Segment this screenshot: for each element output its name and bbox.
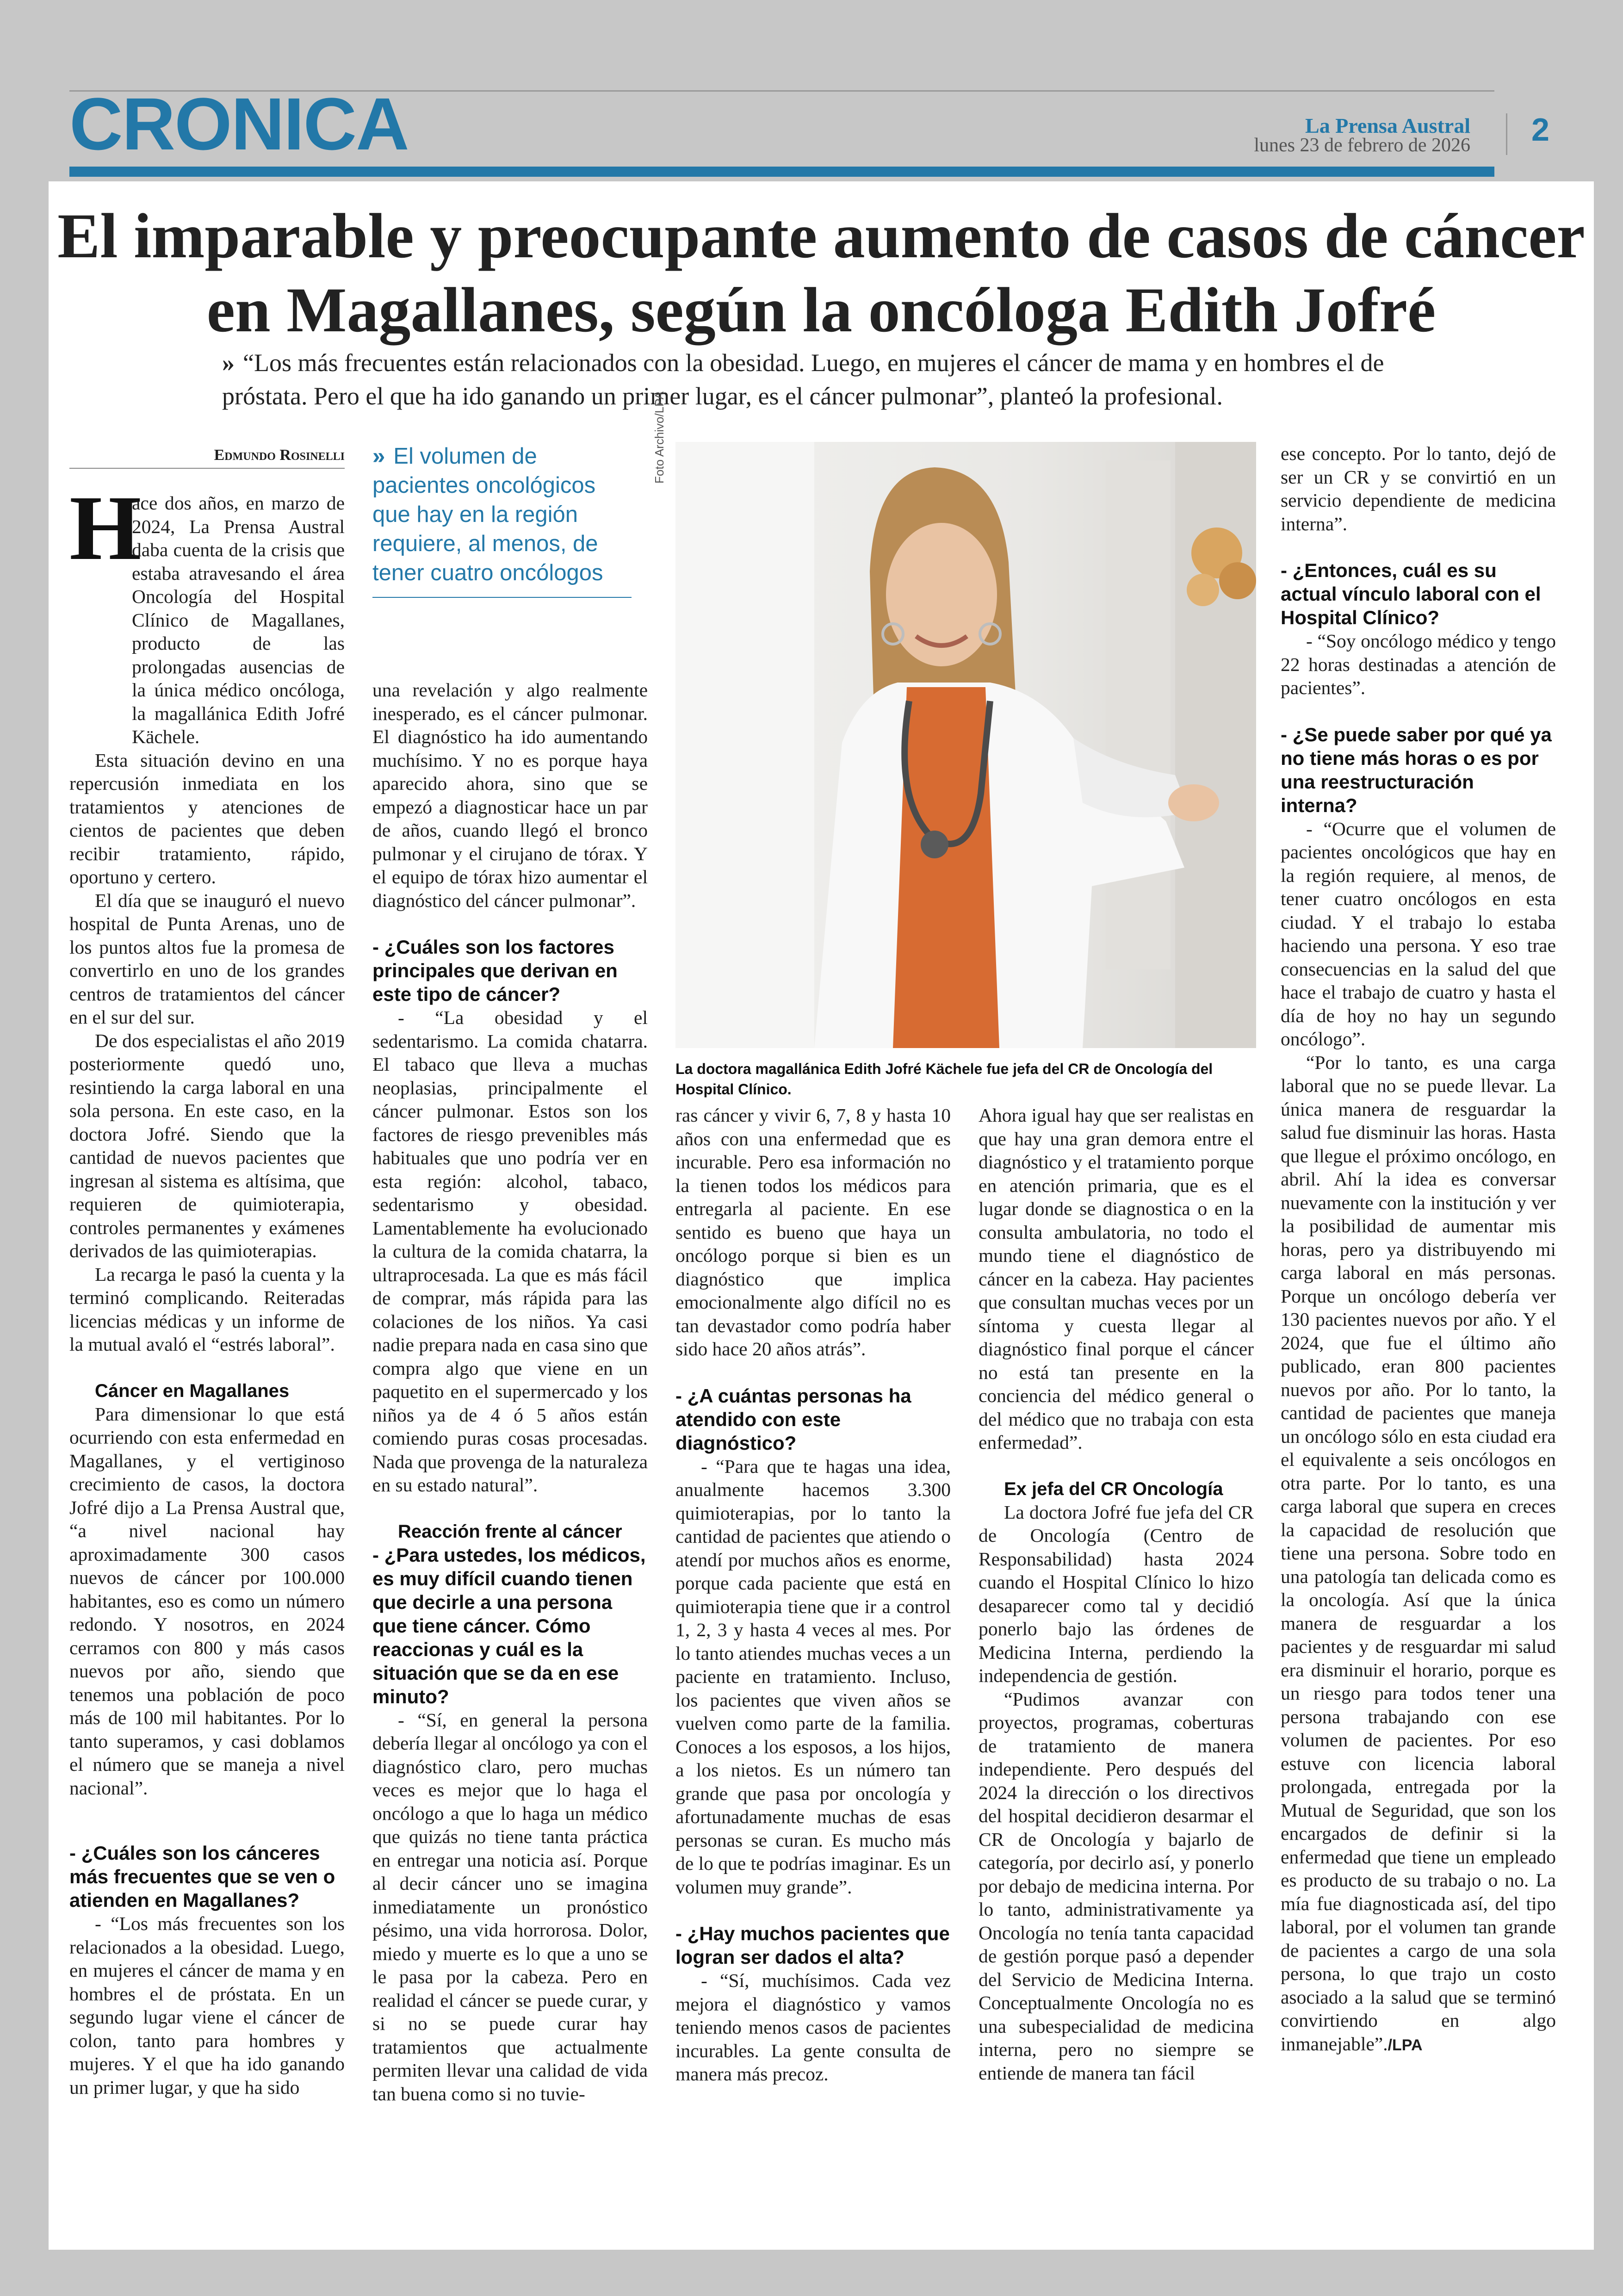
masthead-bar <box>69 167 1494 177</box>
interview-question: - ¿A cuántas personas ha atendido con este diagnóstico? <box>675 1384 911 1454</box>
pull-quote-text: El volumen de pacientes oncológicos que hay en la región requiere, al menos, de tener cuatro oncólogos <box>372 444 603 585</box>
photo-caption: La doctora magallánica Edith Jofré Kächele fue jefa del CR de Oncología del Hospital Clínico. <box>675 1061 1213 1098</box>
paragraph: - “Para que te hagas una idea, anualmente hacemos 3.300 quimioterapias, por lo tanto la cantidad de pacientes que atiendo o atendí por muchos años es enorme, porque cada paciente que está en quimioterapia tiene que ir a control 1, 2, 3 y hasta 4 veces al mes. Por lo tanto atiendes muchas veces a un paciente en tratamiento. Incluso, los pacientes que viven años se vuelven como parte de la familia. Conoces a los esposos, a los hijos, a los nietos. Es un número tan grande que pasa por oncología y afortunadamente muchas de esas personas se curan. Es mucho más de lo que te podrías imaginar. Es un volumen muy grande”. <box>675 1455 951 1898</box>
paragraph: Para dimensionar lo que está ocurriendo con esta enfermedad en Magallanes, y el vertiginoso crecimiento de casos, la doctora Jofré dijo a La Prensa Austral que, “a nivel nacional hay aproximadamente 300 casos nuevos de cáncer por 100.000 habitantes, eso es como un número redondo. Y nosotros, en 2024 cerramos con 800 y más casos nuevos por año, siendo que tenemos una población de poco más de 100 mil habitantes. Por lo tanto superamos, y casi doblamos el número que se maneja a nivel nacional”. <box>69 1403 345 1799</box>
interview-question: - ¿Se puede saber por qué ya no tiene más horas o es por una reestructuración interna? <box>1281 723 1552 816</box>
chevron-right-icon: » <box>222 349 235 377</box>
interview-question: - ¿Cuáles son los cánceres más frecuentes que se ven o atienden en Magallanes? <box>69 1842 335 1911</box>
subhead <box>222 346 1471 413</box>
chevron-right-icon: » <box>372 444 385 469</box>
headline: El imparable y preocupante aumento de casos de cáncer en Magallanes, según la oncóloga Edith Jofré <box>57 200 1585 345</box>
publication-name: La Prensa Austral <box>1305 114 1470 137</box>
doctor-photo <box>675 442 1256 1048</box>
interview-question: - ¿Entonces, cuál es su actual vínculo laboral con el Hospital Clínico? <box>1281 559 1541 628</box>
masthead-divider <box>1506 113 1507 155</box>
pull-quote <box>372 442 632 598</box>
paragraph: La doctora Jofré fue jefa del CR de Oncología (Centro de Responsabilidad) hasta 2024 cuando el Hospital Clínico lo hizo desaparecer como tal y decidió ponerlo bajo las órdenes de Medicina Interna, perdiendo la independencia de gestión. <box>979 1501 1254 1686</box>
paragraph: ras cáncer y vivir 6, 7, 8 y hasta 10 años con una enfermedad que es incurable. Pero esa información no la tienen todos los médicos para entregarla al paciente. En ese sentido es bueno que haya un oncólogo porque si bien es un diagnóstico que implica emocionalmente algo difícil no es tan devastador como podría haber sido hace 20 años atrás”. <box>675 1105 951 1359</box>
article-column-2 <box>372 678 648 2105</box>
paragraph: - “Soy oncólogo médico y tengo 22 horas destinadas a atención de pacientes”. <box>1281 630 1556 698</box>
paragraph: La recarga le pasó la cuenta y la terminó complicando. Reiteradas licencias médicas y un informe de la mutual avaló el “estrés laboral”. <box>69 1263 345 1355</box>
signature: /LPA <box>1388 2036 1423 2054</box>
paragraph: ace dos años, en marzo de 2024, La Prensa Austral daba cuenta de la crisis que estaba atravesando el área Oncología del Hospital Clínico de Magallanes, producto de las prolongadas ausencias de la única médico oncóloga, la magallánica Edith Jofré Kächele. <box>132 492 345 747</box>
paragraph: - “La obesidad y el sedentarismo. La comida chatarra. El tabaco que lleva a muchas neoplasias, principalmente el cáncer pulmonar. Estos son los factores de riesgo prevenibles más habituales que uno podría ver en esta región: alcohol, tabaco, sedentarismo y obesidad. Lamentablemente ha evolucionado la cultura de la comida chatarra, la ultraprocesada. La que es más fácil de comprar, más rápida para las colaciones de los niños. Ya casi nadie prepara nada en casa sino que compra algo que viene en un paquetito en el supermercado y los niños ya de 4 ó 5 años están comiendo puras cosas procesadas. Nada que provenga de la naturaleza en su estado natural”. <box>372 1007 648 1496</box>
paragraph: - “Los más frecuentes son los relacionados a la obesidad. Luego, en mujeres el cáncer de mama y en hombres el de próstata. En un segundo lugar viene el cáncer de colon, tanto para hombres y mujeres. Y el que ha ido ganando un primer lugar, y que ha sido <box>69 1913 345 2098</box>
doctor-portrait-illustration <box>675 442 1256 1048</box>
paragraph: ese concepto. Por lo tanto, dejó de ser un CR y se convirtió en un servicio dependiente de medicina interna”. <box>1281 443 1556 534</box>
subheading: Reacción frente al cáncer <box>398 1521 622 1542</box>
article-column-4 <box>979 1104 1254 2085</box>
subhead-text: “Los más frecuentes están relacionados con la obesidad. Luego, en mujeres el cáncer de mama y en hombres el de próstata. Pero el que ha ido ganando un primer lugar, es el cáncer pulmonar”, planteó la profesional. <box>222 349 1384 410</box>
drop-cap: H <box>69 477 142 579</box>
article-column-3 <box>675 1104 951 2086</box>
publication-date: lunes 23 de febrero de 2026 <box>1254 135 1470 156</box>
interview-question: - ¿Para ustedes, los médicos, es muy difícil cuando tienen que decirle a una persona que tiene cáncer. Cómo reaccionas y cuál es la situación que se da en ese minuto? <box>372 1544 646 1707</box>
paragraph: Ahora igual hay que ser realistas en que hay una gran demora entre el diagnóstico y el tratamiento porque en atención primaria, que es el lugar donde se diagnostica o en la consulta ambulatoria, no todo el mundo tiene el diagnóstico de cáncer en la cabeza. Hay pacientes que consultan muchas veces por un síntoma y cuesta llegar al diagnóstico final porque el cáncer no está tan presente en la conciencia del médico general o del médico que no trabaja con esta enfermedad”. <box>979 1105 1254 1453</box>
page-number: 2 <box>1531 112 1549 148</box>
paragraph <box>1281 1051 1556 2057</box>
article-column-1 <box>69 477 345 2099</box>
interview-question: - ¿Cuáles son los factores principales que derivan en este tipo de cáncer? <box>372 936 618 1005</box>
byline: Edmundo Rosinelli <box>69 447 345 469</box>
paragraph: “Pudimos avanzar con proyectos, programas, coberturas de tratamiento de manera independiente. Pero después del 2024 la dirección o los directivos del hospital decidieron desarmar el CR de Oncología y bajarlo de categoría, por decirlo así, y ponerlo por debajo de medicina interna. Por lo tanto, administrativamente ya Oncología no tenía tanta capacidad de gestión porque pasó a depender del Servicio de Medicina Interna. Conceptualmente Oncología no es una subespecialidad de medicina interna, pero no siempre se entiende de manera tan fácil <box>979 1688 1254 2084</box>
section-title: CRONICA <box>69 82 409 165</box>
photo-credit: Foto Archivo/LPA <box>652 391 666 484</box>
subheading: Cáncer en Magallanes <box>95 1380 290 1401</box>
paragraph: - “Ocurre que el volumen de pacientes oncológicos que hay en la región requiere, al menos, de tener cuatro oncólogos en esta ciudad. Y el trabajo lo estaba haciendo una persona. Y eso trae consecuencias en la salud del que hace el trabajo de cuatro y hasta el día de hoy no hay un segundo oncólogo”. <box>1281 818 1556 1049</box>
paragraph: El día que se inauguró el nuevo hospital de Punta Arenas, uno de los puntos altos fue la promesa de convertirlo en uno de los grandes centros de tratamientos del cáncer en el sur del sur. <box>69 889 345 1028</box>
subheading: Ex jefa del CR Oncología <box>1004 1478 1223 1499</box>
paragraph: una revelación y algo realmente inesperado, es el cáncer pulmonar. El diagnóstico ha ido aumentando muchísimo. Y no es porque haya aparecido ahora, sino que se empezó a diagnosticar hace un par de años, cuando llegó el bronco pulmonar y el cirujano de tórax. Y el equipo de tórax hizo aumentar el diagnóstico del cáncer pulmonar”. <box>372 679 648 911</box>
article-column-5 <box>1281 442 1556 2057</box>
paragraph-text: “Por lo tanto, es una carga laboral que no se puede llevar. La única manera de resguardar la salud fue disminuir las horas. Hasta que llegue el próximo oncólogo, en abril. Ahí la idea es conversar nuevamente con la institución y ver la posibilidad de aumentar mis horas, pero ya distribuyendo mi carga laboral en más personas. Porque un oncólogo debería ver 130 pacientes nuevos por año. Y el 2024, que fue el último año publicado, eran 800 pacientes nuevos por año. Por lo tanto, la cantidad de pacientes que maneja un oncólogo sólo en esta ciudad era el equivalente a seis oncólogos en otra parte. Por lo tanto, es una carga laboral que supera en creces la capacidad de resolución que tiene una persona. Sobre todo en una patología tan delicada como es la oncología. Así que la única manera de resguardar a los pacientes y de resguardar mi salud era disminuir el horario, porque es un riesgo para todos tener una persona trabajando con ese volumen de pacientes. Por eso estuve con licencia laboral prolongada, entregada por la Mutual de Seguridad, que son los encargados de definir si la enfermedad que tiene un empleado es producto de su trabajo o no. La mía fue diagnosticada así, del tipo laboral, por el volumen tan grande de pacientes a cargo de una sola persona, lo que trajo un costo asociado a la salud que se terminó convirtiendo en algo inmanejable”. <box>1281 1051 1556 2054</box>
paragraph: - “Sí, en general la persona debería llegar al oncólogo ya con el diagnóstico claro, pero muchas veces es mejor que lo haga el oncólogo a que lo haga un médico que quizás no tiene tanta práctica en entregar una noticia así. Porque al decir cáncer uno se imagina inmediatamente un pronóstico pésimo, una vida horrorosa. Dolor, miedo y muerte es lo que a uno se le pasa por la cabeza. Pero en realidad el cáncer se puede curar, y si no se puede curar hay tratamientos que actualmente permiten llevar una calidad de vida tan buena como si no tuvie- <box>372 1709 648 2104</box>
paragraph: - “Sí, muchísimos. Cada vez mejora el diagnóstico y vamos teniendo menos casos de pacientes incurables. La gente consulta de manera más precoz. <box>675 1970 951 2085</box>
paragraph: Esta situación devino en una repercusión inmediata en los tratamientos y atenciones de cientos de pacientes que deben recibir tratamiento, rápido, oportuno y certero. <box>69 749 345 887</box>
paragraph: De dos especialistas el año 2019 posteriormente quedó uno, resintiendo la carga laboral en una sola persona. En este caso, en la doctora Jofré. Siendo que la cantidad de nuevos pacientes que ingresan al sistema es altísima, que requieren de quimioterapia, controles permanentes y exámenes derivados de las quimioterapias. <box>69 1030 345 1261</box>
interview-question: - ¿Hay muchos pacientes que logran ser dados el alta? <box>675 1923 950 1968</box>
